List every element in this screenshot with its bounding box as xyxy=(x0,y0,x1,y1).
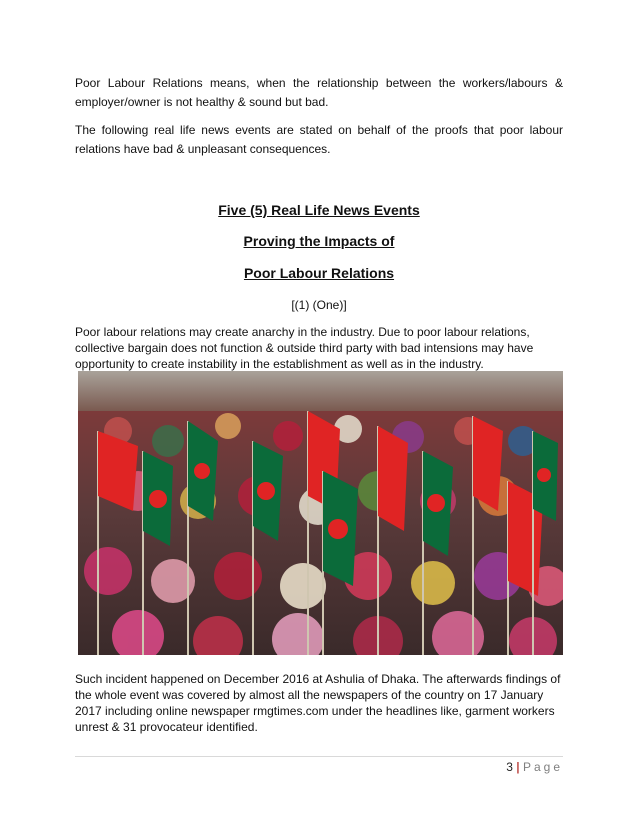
section-heading-line-3: Poor Labour Relations xyxy=(243,265,395,281)
event-description: Poor labour relations may create anarchy in the industry. Due to poor labour relations, collective bargain does not function & outside third party with bad intensions may have opportunity to create instability in the establishment as well as in the industry. xyxy=(75,325,534,371)
definition-paragraph: Poor Labour Relations means, when the relationship between the workers/labours & employer/owner is not healthy & sound but bad. xyxy=(75,76,563,109)
statement-paragraph: The following real life news events are stated on behalf of the proofs that poor labour relations have bad & unpleasant consequences. xyxy=(75,123,563,156)
event-number: [(1) (One)] xyxy=(291,298,347,312)
section-heading-line-1: Five (5) Real Life News Events xyxy=(218,202,420,218)
page-number: 3 xyxy=(506,760,513,774)
page-label: Page xyxy=(522,760,563,774)
protest-photo xyxy=(78,371,563,655)
footer-separator: | xyxy=(516,760,520,774)
incident-paragraph: Such incident happened on December 2016 at Ashulia of Dhaka. The afterwards findings of the whole event was covered by almost all the newspapers of the country on 17 January 2017 including online newspaper rmgtimes.com under the headlines like, garment workers unrest & 31 provocateur identified. xyxy=(75,672,561,734)
page-footer xyxy=(506,760,563,774)
section-heading-line-2: Proving the Impacts of xyxy=(243,233,395,249)
footer-divider xyxy=(75,756,563,757)
